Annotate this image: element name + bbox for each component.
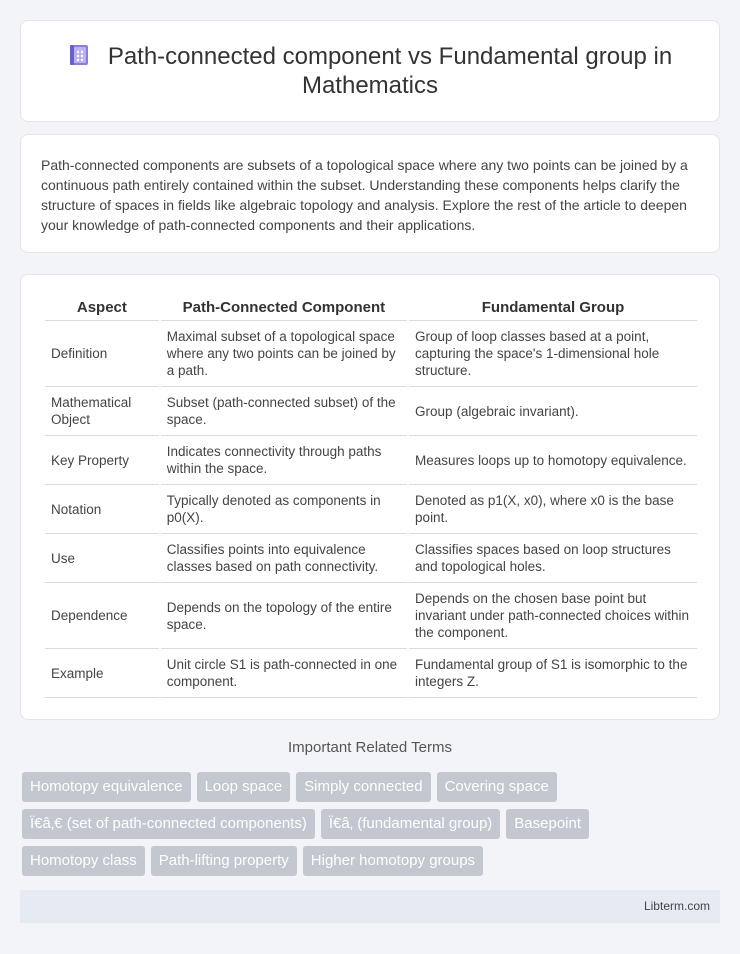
page-title-text: Path-connected component vs Fundamental group in Mathematics bbox=[107, 43, 673, 99]
table-row bbox=[45, 321, 697, 387]
table-cell: Use bbox=[45, 534, 159, 583]
book-icon bbox=[68, 43, 90, 67]
table-row bbox=[45, 583, 697, 649]
header-card bbox=[20, 20, 720, 122]
related-term-tag[interactable]: Homotopy class bbox=[22, 846, 145, 876]
comparison-card bbox=[20, 274, 720, 720]
table-cell: Key Property bbox=[45, 436, 159, 485]
related-terms-list bbox=[22, 772, 722, 883]
table-header: Path-Connected Component bbox=[161, 295, 407, 321]
table-cell: Classifies spaces based on loop structures and topological holes. bbox=[409, 534, 697, 583]
related-term-tag[interactable]: Simply connected bbox=[296, 772, 430, 802]
table-cell: Group of loop classes based at a point, capturing the space's 1-dimensional hole structure. bbox=[409, 321, 697, 387]
related-term-tag[interactable]: Homotopy equivalence bbox=[22, 772, 191, 802]
table-cell: Unit circle S1 is path-connected in one component. bbox=[161, 649, 407, 698]
table-cell: Depends on the topology of the entire space. bbox=[161, 583, 407, 649]
tag-row bbox=[22, 809, 722, 839]
table-cell: Mathematical Object bbox=[45, 387, 159, 436]
table-row bbox=[45, 649, 697, 698]
table-cell: Depends on the chosen base point but invariant under path-connected choices within the component. bbox=[409, 583, 697, 649]
related-term-tag[interactable]: Higher homotopy groups bbox=[303, 846, 483, 876]
table-cell: Definition bbox=[45, 321, 159, 387]
tag-row bbox=[22, 772, 722, 802]
table-header: Aspect bbox=[45, 295, 159, 321]
table-cell: Maximal subset of a topological space where any two points can be joined by a path. bbox=[161, 321, 407, 387]
table-cell: Example bbox=[45, 649, 159, 698]
tag-row bbox=[22, 846, 722, 876]
table-cell: Classifies points into equivalence classes based on path connectivity. bbox=[161, 534, 407, 583]
intro-card bbox=[20, 134, 720, 253]
related-terms-title: Important Related Terms bbox=[288, 739, 452, 756]
table-header-row bbox=[45, 295, 697, 321]
table-cell: Subset (path-connected subset) of the space. bbox=[161, 387, 407, 436]
table-cell: Fundamental group of S1 is isomorphic to the integers Z. bbox=[409, 649, 697, 698]
related-term-tag[interactable]: Loop space bbox=[197, 772, 291, 802]
comparison-table bbox=[43, 295, 699, 698]
table-row bbox=[45, 534, 697, 583]
table-row bbox=[45, 485, 697, 534]
footer-link[interactable]: Libterm.com bbox=[643, 899, 710, 913]
table-cell: Indicates connectivity through paths within the space. bbox=[161, 436, 407, 485]
table-header: Fundamental Group bbox=[409, 295, 697, 321]
table-cell: Typically denoted as components in p0(X). bbox=[161, 485, 407, 534]
table-cell: Measures loops up to homotopy equivalence. bbox=[409, 436, 697, 485]
table-cell: Dependence bbox=[45, 583, 159, 649]
related-term-tag[interactable]: Ï€â‚ (fundamental group) bbox=[321, 809, 500, 839]
table-row bbox=[45, 436, 697, 485]
table-row bbox=[45, 387, 697, 436]
footer bbox=[20, 890, 720, 923]
related-term-tag[interactable]: Ï€â‚€ (set of path-connected components) bbox=[22, 809, 315, 839]
related-term-tag[interactable]: Covering space bbox=[437, 772, 557, 802]
page-title bbox=[61, 42, 679, 100]
related-term-tag[interactable]: Path-lifting property bbox=[151, 846, 297, 876]
table-cell: Group (algebraic invariant). bbox=[409, 387, 697, 436]
table-cell: Denoted as p1(X, x0), where x0 is the base point. bbox=[409, 485, 697, 534]
related-term-tag[interactable]: Basepoint bbox=[506, 809, 589, 839]
intro-text: Path-connected components are subsets of a topological space where any two points can be joined by a continuous path entirely contained within the subset. Understanding these components helps clarify the structure of spaces in fields like algebraic topology and analysis. Explore the rest of the article to deepen your knowledge of path-connected components and their applications. bbox=[41, 157, 688, 233]
table-cell: Notation bbox=[45, 485, 159, 534]
